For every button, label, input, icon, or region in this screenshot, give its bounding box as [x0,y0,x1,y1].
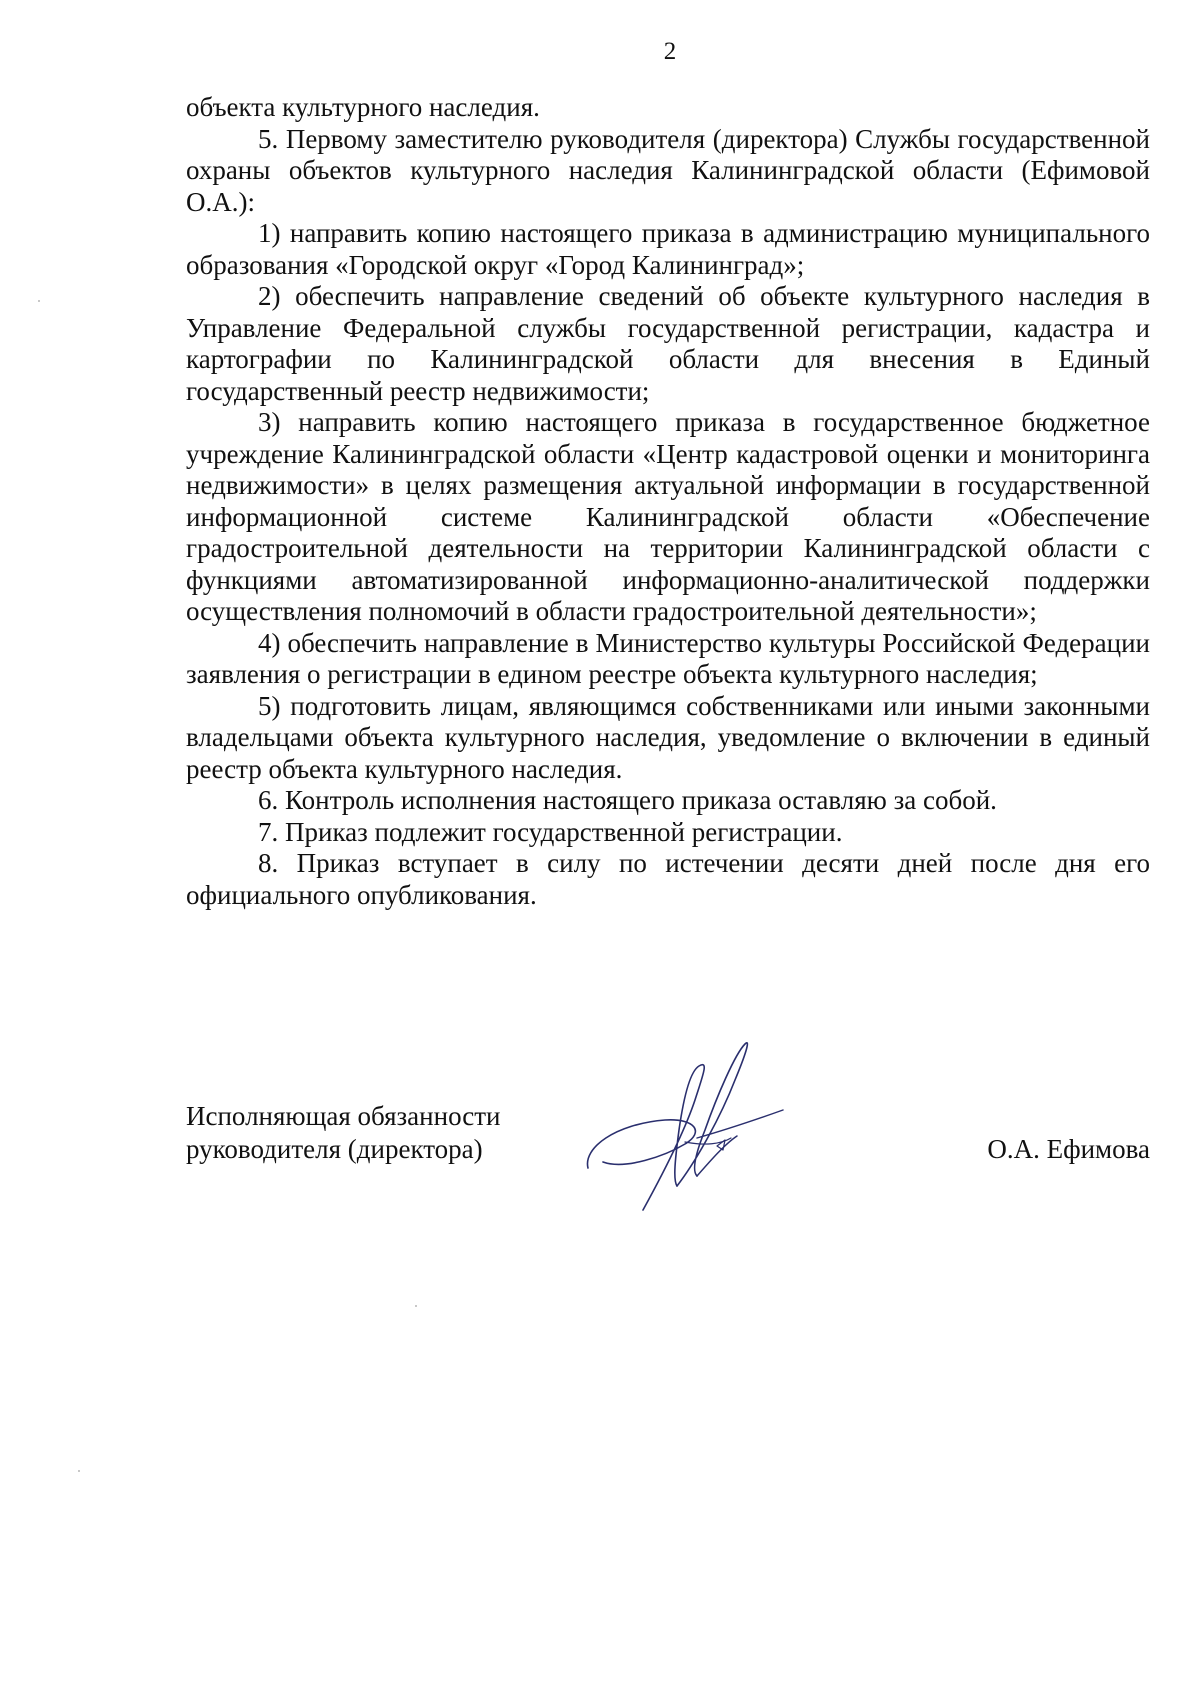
scan-mark [415,1305,417,1307]
paragraph-subitem-1: 1) направить копию настоящего приказа в администрацию муниципального образования «Городской округ «Город Калининград»; [186,218,1150,280]
scan-mark [78,1470,80,1472]
paragraph-item-8: 8. Приказ вступает в силу по истечении десяти дней после дня его официального опубликования. [186,848,1150,910]
signer-position-line-2: руководителя (директора) [186,1134,483,1164]
paragraph-subitem-2: 2) обеспечить направление сведений об объекте культурного наследия в Управление Федеральной службы государственной регистрации, кадастра и картографии по Калининградской области для внесения в Единый государственный реестр недвижимости; [186,281,1150,406]
document-body [186,92,1150,911]
paragraph-subitem-5: 5) подготовить лицам, являющимся собственниками или иными законными владельцами объекта культурного наследия, уведомление о включении в единый реестр объекта культурного наследия. [186,690,1150,784]
paragraph-item-7: 7. Приказ подлежит государственной регистрации. [258,816,843,847]
page-number: 2 [663,38,677,65]
scan-mark [38,300,40,302]
paragraph-item-5: 5. Первому заместителю руководителя (директора) Службы государственной охраны объектов культурного наследия Калининградской области (Ефимовой О.А.): [186,123,1150,217]
paragraph-subitem-4: 4) обеспечить направление в Министерство культуры Российской Федерации заявления о регистрации в едином реестре объекта культурного наследия; [186,627,1150,689]
handwritten-signature [585,1020,805,1220]
paragraph-subitem-3: 3) направить копию настоящего приказа в государственное бюджетное учреждение Калининградской области «Центр кадастровой оценки и мониторинга недвижимости» в целях размещения актуальной информации в государственной информационной системе Калининградской области «Обеспечение градостроительной деятельности на территории Калининградской области с функциями автоматизированной информационно-аналитической поддержки осуществления полномочий в области градостроительной деятельности»; [186,407,1150,626]
signer-position-line-1: Исполняющая обязанности [186,1101,501,1131]
paragraph-continuation: объекта культурного наследия. [186,92,540,122]
signer-position [186,1100,500,1166]
paragraph-item-6: 6. Контроль исполнения настоящего приказа оставляю за собой. [258,785,997,815]
signer-name: О.А. Ефимова [987,1134,1150,1164]
